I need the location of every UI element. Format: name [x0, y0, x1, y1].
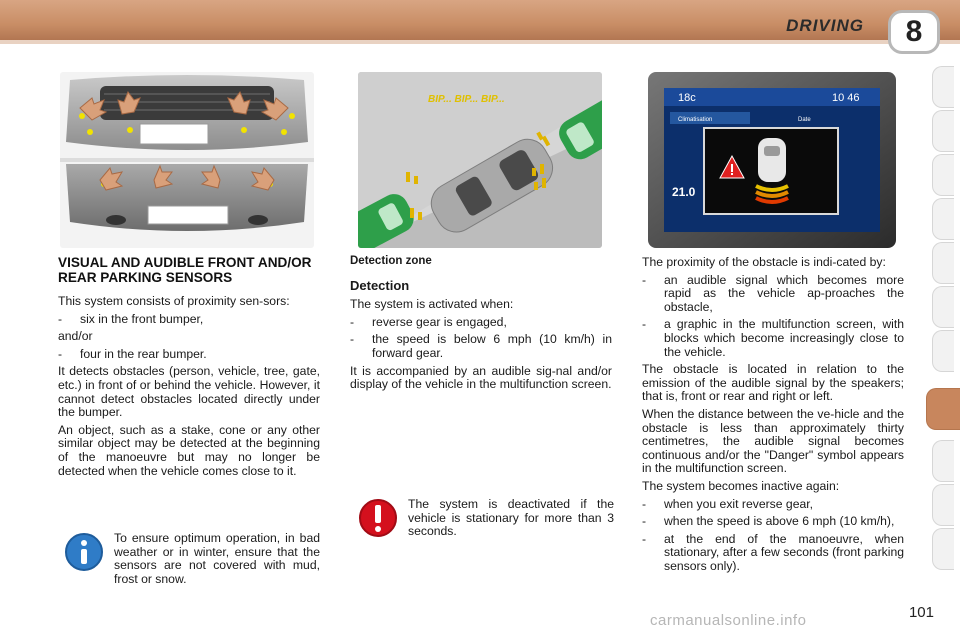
list-item	[58, 313, 320, 327]
detection-zone-illustration	[358, 72, 602, 248]
list-item	[642, 318, 904, 359]
page-number: 101	[908, 604, 934, 621]
bullet-dash: -	[642, 272, 647, 287]
bullet-dash: -	[58, 346, 63, 361]
multifunction-screen-illustration	[648, 72, 896, 248]
chapter-tab[interactable]	[932, 440, 954, 482]
screen-menu-2: Date	[798, 117, 811, 123]
column-left	[58, 255, 320, 482]
list-item	[642, 515, 904, 529]
page-header	[0, 0, 960, 52]
list-item-text: four in the rear bumper.	[80, 346, 207, 361]
screen-time: 10 46	[832, 92, 860, 104]
warning-note-text: The system is deactivated if the vehicle is stationary for more than 3 seconds.	[408, 497, 614, 539]
paragraph: The proximity of the obstacle is indi-cated by:	[642, 255, 886, 269]
paragraph: and/or	[58, 329, 93, 344]
list-item-text: a graphic in the multifunction screen, with blocks which become increasingly close to the vehicle.	[664, 317, 904, 359]
section-title: VISUAL AND AUDIBLE FRONT AND/OR REAR PARKING SENSORS	[58, 255, 312, 285]
list-item	[642, 533, 904, 574]
list-item	[350, 333, 612, 360]
paragraph: The system becomes inactive again:	[642, 478, 840, 493]
image-caption: Detection zone	[350, 255, 432, 267]
bullet-dash: -	[642, 531, 647, 546]
list-item-text: when you exit reverse gear,	[664, 496, 814, 511]
chapter-tab[interactable]	[932, 528, 954, 570]
screen-menu-1: Climatisation	[678, 117, 713, 123]
paragraph: This system consists of proximity sen-sors:	[58, 294, 290, 308]
info-note	[58, 532, 320, 586]
bumper-sensors-illustration	[60, 72, 314, 248]
column-right	[642, 256, 904, 577]
list-item	[642, 274, 904, 315]
bullet-dash: -	[350, 314, 355, 329]
paragraph: The obstacle is located in relation to the emission of the audible signal by the speakers; that is, front or rear and right or left.	[642, 362, 904, 404]
chapter-tab[interactable]	[932, 198, 954, 240]
chapter-tab[interactable]	[932, 330, 954, 372]
chapter-tab-active[interactable]	[926, 388, 960, 430]
screen-value: 21.0	[672, 185, 696, 199]
bullet-dash: -	[350, 332, 355, 347]
list-item	[642, 498, 904, 512]
paragraph: An object, such as a stake, cone or any other similar object may be detected at the beginning of the manoeuvre but may no longer be detected when the vehicle comes close to it.	[58, 422, 320, 478]
chapter-title: DRIVING	[786, 16, 864, 35]
paragraph: It is accompanied by an audible sig-nal and/or display of the vehicle in the multifunction screen.	[350, 363, 612, 392]
info-note-text: To ensure optimum operation, in bad weather or in winter, ensure that the sensors are not covered with mud, frost or snow.	[114, 531, 320, 586]
bullet-dash: -	[642, 514, 647, 529]
chapter-tab[interactable]	[932, 242, 954, 284]
header-divider	[0, 40, 960, 44]
info-icon	[58, 532, 110, 572]
chapter-tab[interactable]	[932, 484, 954, 526]
list-item-text: the speed is below 6 mph (10 km/h) in forward gear.	[372, 332, 612, 360]
chapter-tabs	[926, 66, 960, 574]
bullet-dash: -	[58, 311, 63, 326]
watermark: carmanualsonline.info	[650, 612, 807, 629]
screen-temp: 18c	[678, 92, 696, 104]
chapter-number-badge: 8	[888, 10, 940, 54]
list-item-text: when the speed is above 6 mph (10 km/h),	[664, 514, 895, 529]
list-item	[58, 348, 320, 362]
beep-label: BIP... BIP... BIP...	[428, 94, 505, 105]
chapter-tab[interactable]	[932, 286, 954, 328]
chapter-tab[interactable]	[932, 110, 954, 152]
paragraph: When the distance between the ve-hicle and the obstacle is less than approximately thirty centimetres, the audible signal becomes continuous and/or the "Danger" symbol appears in the multifunction screen.	[642, 406, 904, 476]
list-item-text: an audible signal which becomes more rapid as the vehicle ap-proaches the obstacle,	[664, 272, 904, 314]
warning-icon	[352, 498, 404, 538]
chapter-tab[interactable]	[932, 154, 954, 196]
warning-note	[352, 498, 614, 539]
list-item-text: reverse gear is engaged,	[372, 314, 507, 329]
column-middle	[350, 255, 612, 396]
list-item	[350, 316, 612, 330]
list-item-text: six in the front bumper,	[80, 311, 204, 326]
paragraph: The system is activated when:	[350, 297, 514, 312]
bullet-dash: -	[642, 317, 647, 332]
bullet-dash: -	[642, 496, 647, 511]
chapter-tab[interactable]	[932, 66, 954, 108]
list-item-text: at the end of the manoeuvre, when stationary, after a few seconds (front parking sensors only).	[664, 531, 904, 573]
section-subtitle: Detection	[350, 277, 410, 293]
paragraph: It detects obstacles (person, vehicle, tree, gate, etc.) in front of or behind the vehicle. However, it cannot detect obstacles located directly under the bumper.	[58, 364, 320, 420]
